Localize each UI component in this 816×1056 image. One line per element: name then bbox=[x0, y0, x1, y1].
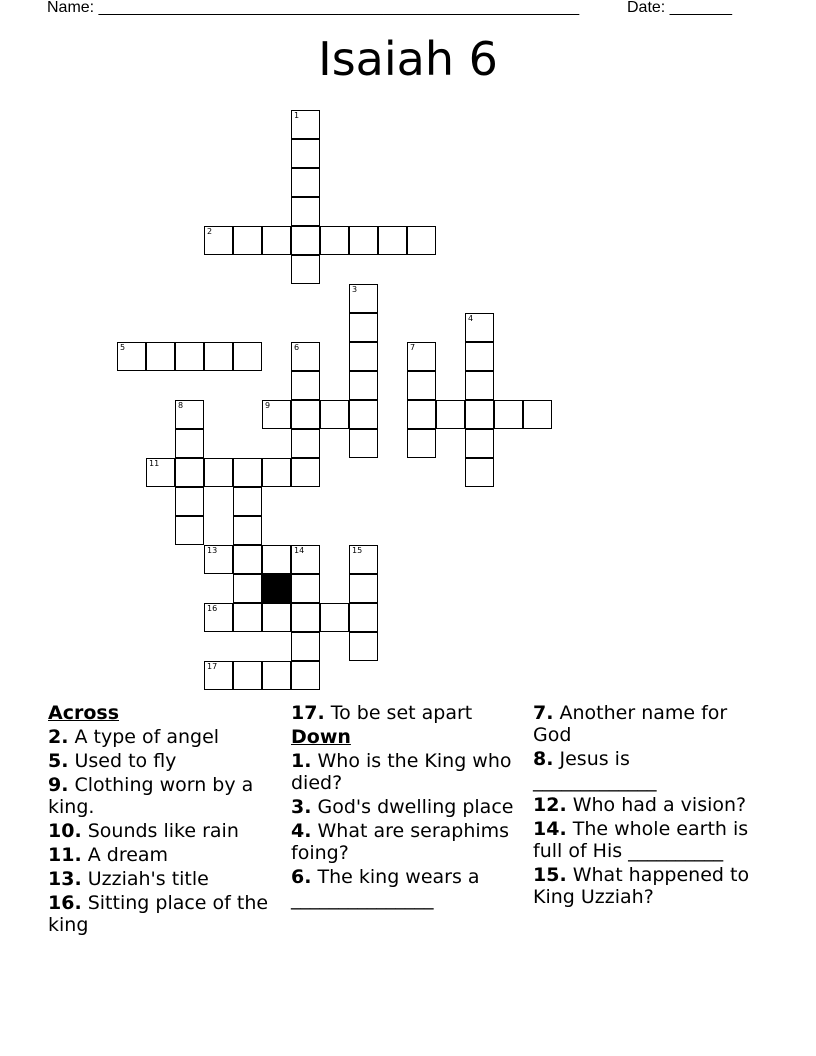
clue-column-1 bbox=[48, 702, 273, 938]
clue-number: 9. bbox=[48, 774, 69, 796]
grid-cell[interactable] bbox=[175, 342, 204, 371]
grid-cell[interactable] bbox=[320, 226, 349, 255]
grid-cell[interactable] bbox=[349, 284, 378, 313]
grid-cell[interactable] bbox=[291, 574, 320, 603]
grid-cell[interactable] bbox=[262, 545, 291, 574]
grid-cell[interactable] bbox=[233, 603, 262, 632]
cell-number: 17 bbox=[207, 662, 218, 671]
cell-number: 16 bbox=[207, 604, 218, 613]
grid-cell[interactable] bbox=[262, 603, 291, 632]
clue-item bbox=[533, 818, 758, 862]
clue-number: 12. bbox=[533, 794, 567, 816]
grid-cell[interactable] bbox=[291, 255, 320, 284]
grid-cell[interactable] bbox=[465, 342, 494, 371]
grid-cell[interactable] bbox=[320, 603, 349, 632]
grid-cell[interactable] bbox=[349, 342, 378, 371]
grid-cell[interactable] bbox=[117, 342, 146, 371]
grid-cell[interactable] bbox=[349, 574, 378, 603]
grid-cell[interactable] bbox=[175, 458, 204, 487]
clue-text: Sitting place of the king bbox=[48, 892, 269, 936]
page-title: Isaiah 6 bbox=[318, 32, 498, 86]
grid-cell[interactable] bbox=[262, 400, 291, 429]
cell-number: 3 bbox=[352, 285, 358, 294]
grid-cell[interactable] bbox=[233, 516, 262, 545]
grid-cell[interactable] bbox=[291, 545, 320, 574]
grid-cell[interactable] bbox=[204, 458, 233, 487]
clue-text: Jesus is _____________ bbox=[533, 748, 657, 792]
clue-text: What are seraphims foing? bbox=[291, 820, 510, 864]
grid-cell[interactable] bbox=[494, 400, 523, 429]
grid-cell[interactable] bbox=[233, 458, 262, 487]
grid-cell[interactable] bbox=[291, 603, 320, 632]
clue-text: God's dwelling place bbox=[317, 796, 514, 818]
grid-cell[interactable] bbox=[204, 545, 233, 574]
clue-text: Used to fly bbox=[74, 750, 177, 772]
grid-cell[interactable] bbox=[349, 545, 378, 574]
cell-number: 13 bbox=[207, 546, 218, 555]
grid-cell[interactable] bbox=[291, 110, 320, 139]
clue-number: 15. bbox=[533, 864, 567, 886]
clue-number: 16. bbox=[48, 892, 82, 914]
clue-item bbox=[48, 844, 273, 866]
grid-cell[interactable] bbox=[291, 226, 320, 255]
grid-cell[interactable] bbox=[349, 313, 378, 342]
clue-item bbox=[291, 702, 516, 724]
grid-cell[interactable] bbox=[291, 139, 320, 168]
grid-cell[interactable] bbox=[291, 371, 320, 400]
grid-cell[interactable] bbox=[233, 487, 262, 516]
blocked-cell bbox=[262, 574, 291, 603]
clue-column-3 bbox=[533, 702, 758, 910]
grid-cell[interactable] bbox=[175, 400, 204, 429]
grid-cell[interactable] bbox=[262, 661, 291, 690]
clue-item bbox=[291, 750, 516, 794]
clue-text: Another name for God bbox=[533, 702, 728, 746]
cell-number: 4 bbox=[468, 314, 474, 323]
clue-number: 17. bbox=[291, 702, 325, 724]
clue-text: A type of angel bbox=[74, 726, 220, 748]
grid-cell[interactable] bbox=[465, 371, 494, 400]
clue-number: 8. bbox=[533, 748, 554, 770]
clue-item bbox=[291, 866, 516, 910]
grid-cell[interactable] bbox=[262, 226, 291, 255]
grid-cell[interactable] bbox=[291, 632, 320, 661]
clue-number: 10. bbox=[48, 820, 82, 842]
cell-number: 9 bbox=[265, 401, 271, 410]
clue-item bbox=[48, 892, 273, 936]
grid-cell[interactable] bbox=[204, 342, 233, 371]
clue-text: A dream bbox=[87, 844, 169, 866]
grid-cell[interactable] bbox=[291, 458, 320, 487]
grid-cell[interactable] bbox=[146, 342, 175, 371]
clue-text: The king wears a _______________ bbox=[291, 866, 480, 910]
cell-number: 6 bbox=[294, 343, 300, 352]
grid-cell[interactable] bbox=[175, 516, 204, 545]
cell-number: 14 bbox=[294, 546, 305, 555]
clue-number: 7. bbox=[533, 702, 554, 724]
grid-cell[interactable] bbox=[175, 429, 204, 458]
grid-cell[interactable] bbox=[204, 661, 233, 690]
clue-item bbox=[48, 726, 273, 748]
grid-cell[interactable] bbox=[146, 458, 175, 487]
grid-cell[interactable] bbox=[465, 313, 494, 342]
grid-cell[interactable] bbox=[349, 603, 378, 632]
grid-cell[interactable] bbox=[233, 342, 262, 371]
clue-text: Who is the King who died? bbox=[291, 750, 512, 794]
grid-cell[interactable] bbox=[291, 429, 320, 458]
cell-number: 2 bbox=[207, 227, 213, 236]
grid-cell[interactable] bbox=[407, 371, 436, 400]
cell-number: 1 bbox=[294, 111, 300, 120]
grid-cell[interactable] bbox=[407, 400, 436, 429]
grid-cell[interactable] bbox=[436, 400, 465, 429]
grid-cell[interactable] bbox=[204, 226, 233, 255]
grid-cell[interactable] bbox=[465, 429, 494, 458]
grid-cell[interactable] bbox=[407, 342, 436, 371]
clue-number: 14. bbox=[533, 818, 567, 840]
clue-text: Who had a vision? bbox=[572, 794, 747, 816]
clue-item bbox=[48, 820, 273, 842]
grid-cell[interactable] bbox=[378, 226, 407, 255]
clue-number: 4. bbox=[291, 820, 312, 842]
clue-text: The whole earth is full of His __________ bbox=[533, 818, 749, 862]
cell-number: 11 bbox=[149, 459, 160, 468]
clue-text: Sounds like rain bbox=[87, 820, 239, 842]
clue-item bbox=[533, 794, 758, 816]
grid-cell[interactable] bbox=[465, 458, 494, 487]
clue-item bbox=[48, 774, 273, 818]
grid-cell[interactable] bbox=[233, 545, 262, 574]
date-field[interactable]: Date: _______ bbox=[627, 0, 732, 16]
clue-number: 6. bbox=[291, 866, 312, 888]
clue-number: 11. bbox=[48, 844, 82, 866]
grid-cell[interactable] bbox=[291, 197, 320, 226]
clue-item bbox=[291, 820, 516, 864]
clue-number: 3. bbox=[291, 796, 312, 818]
clue-item bbox=[533, 748, 758, 792]
grid-cell[interactable] bbox=[349, 632, 378, 661]
grid-cell[interactable] bbox=[320, 400, 349, 429]
grid-cell[interactable] bbox=[262, 458, 291, 487]
grid-cell[interactable] bbox=[204, 603, 233, 632]
grid-cell[interactable] bbox=[349, 400, 378, 429]
cell-number: 15 bbox=[352, 546, 363, 555]
grid-cell[interactable] bbox=[523, 400, 552, 429]
grid-cell[interactable] bbox=[291, 168, 320, 197]
clue-item bbox=[291, 796, 516, 818]
cell-number: 7 bbox=[410, 343, 416, 352]
clue-column-2 bbox=[291, 702, 516, 912]
section-heading: Across bbox=[48, 702, 120, 724]
clue-number: 13. bbox=[48, 868, 82, 890]
grid-cell[interactable] bbox=[175, 487, 204, 516]
clue-item bbox=[48, 750, 273, 772]
grid-cell[interactable] bbox=[291, 400, 320, 429]
cell-number: 5 bbox=[120, 343, 126, 352]
clue-item bbox=[533, 864, 758, 908]
clue-item bbox=[48, 868, 273, 890]
clue-number: 2. bbox=[48, 726, 69, 748]
grid-cell[interactable] bbox=[233, 661, 262, 690]
clue-text: To be set apart bbox=[330, 702, 473, 724]
clue-text: Clothing worn by a king. bbox=[48, 774, 254, 818]
grid-cell[interactable] bbox=[291, 342, 320, 371]
grid-cell[interactable] bbox=[349, 429, 378, 458]
grid-cell[interactable] bbox=[233, 226, 262, 255]
grid-cell[interactable] bbox=[465, 400, 494, 429]
name-field[interactable]: Name: ______________________________________________________ bbox=[47, 0, 580, 16]
grid-cell[interactable] bbox=[349, 226, 378, 255]
grid-cell[interactable] bbox=[407, 429, 436, 458]
cell-number: 8 bbox=[178, 401, 184, 410]
grid-cell[interactable] bbox=[233, 574, 262, 603]
grid-cell[interactable] bbox=[291, 661, 320, 690]
grid-cell[interactable] bbox=[349, 371, 378, 400]
clue-number: 1. bbox=[291, 750, 312, 772]
section-heading: Down bbox=[291, 726, 351, 748]
grid-cell[interactable] bbox=[407, 226, 436, 255]
clue-number: 5. bbox=[48, 750, 69, 772]
clue-item bbox=[533, 702, 758, 746]
clue-text: Uzziah's title bbox=[87, 868, 209, 890]
clue-text: What happened to King Uzziah? bbox=[533, 864, 750, 908]
